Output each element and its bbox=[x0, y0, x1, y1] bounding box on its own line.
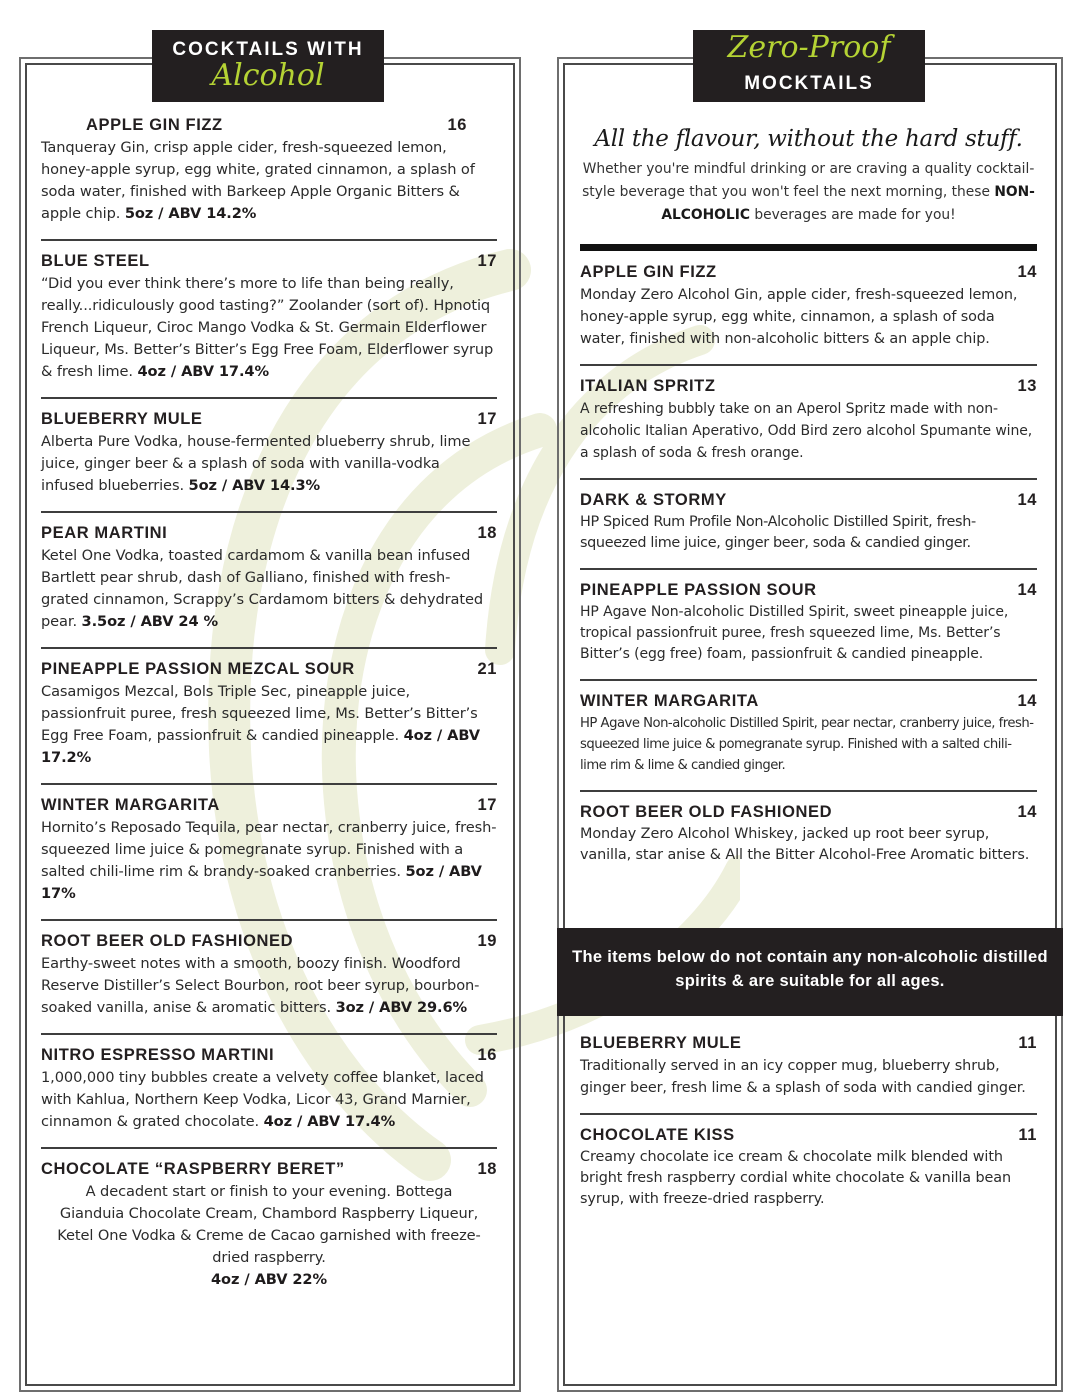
intro-text: Whether you're mindful drinking or are craving a quality cocktail-style beverage that you won't feel the next morning, these bbox=[582, 161, 1035, 200]
menu-item bbox=[41, 932, 497, 1019]
menu-item bbox=[41, 252, 497, 383]
item-spec: 5oz / ABV 17% bbox=[41, 863, 482, 902]
menu-item bbox=[41, 660, 497, 769]
item-name: PINEAPPLE PASSION MEZCAL SOUR bbox=[41, 660, 355, 678]
item-price: 17 bbox=[477, 252, 497, 270]
item-price: 19 bbox=[477, 932, 497, 950]
item-description: Creamy chocolate ice cream & chocolate milk blended with bright fresh raspberry cordial white chocolate & vanilla bean syrup, with freeze-dried raspberry. bbox=[580, 1149, 1012, 1207]
item-name: ITALIAN SPRITZ bbox=[580, 377, 716, 395]
divider bbox=[41, 919, 497, 921]
item-name: BLUE STEEL bbox=[41, 252, 150, 270]
menu-item bbox=[580, 803, 1037, 866]
item-price: 14 bbox=[1017, 692, 1037, 710]
item-description: HP Spiced Rum Profile Non-Alcoholic Distilled Spirit, fresh-squeezed lime juice, ginger beer, soda & candied ginger. bbox=[580, 514, 976, 551]
divider bbox=[580, 679, 1037, 681]
item-price: 16 bbox=[447, 116, 467, 134]
divider bbox=[580, 568, 1037, 570]
item-price: 14 bbox=[1017, 263, 1037, 281]
item-description: Casamigos Mezcal, Bols Triple Sec, pineapple juice, passionfruit puree, fresh squeezed lime, Ms. Better’s Bitter’s Egg Free Foam, passionfruit & candied pineapple. bbox=[41, 683, 478, 744]
item-price: 14 bbox=[1017, 803, 1037, 821]
divider bbox=[41, 647, 497, 649]
menu-item bbox=[580, 1126, 1037, 1210]
item-price: 16 bbox=[477, 1046, 497, 1064]
cocktails-with-alcohol-header bbox=[152, 30, 384, 102]
menu-item bbox=[580, 377, 1037, 464]
item-name: NITRO ESPRESSO MARTINI bbox=[41, 1046, 275, 1064]
item-spec: 4oz / ABV 22% bbox=[211, 1271, 327, 1288]
divider bbox=[580, 1113, 1037, 1115]
menu-item bbox=[580, 1034, 1037, 1099]
item-name: CHOCOLATE “RASPBERRY BERET” bbox=[41, 1160, 345, 1178]
menu-item bbox=[41, 1160, 497, 1291]
menu-item bbox=[580, 581, 1037, 665]
item-spec: 5oz / ABV 14.3% bbox=[188, 477, 321, 494]
divider bbox=[41, 1147, 497, 1149]
item-description: A decadent start or finish to your evening. Bottega Gianduia Chocolate Cream, Chambord Raspberry Liqueur, Ketel One Vodka & Creme de Cacao garnished with freeze-dried raspberry. bbox=[57, 1183, 481, 1266]
item-name: CHOCOLATE KISS bbox=[580, 1126, 735, 1144]
zero-proof-mocktails-header bbox=[693, 30, 925, 102]
item-name: BLUEBERRY MULE bbox=[580, 1034, 742, 1052]
divider bbox=[41, 511, 497, 513]
item-name: DARK & STORMY bbox=[580, 491, 727, 509]
item-name: BLUEBERRY MULE bbox=[41, 410, 203, 428]
item-description: HP Agave Non-alcoholic Distilled Spirit, sweet pineapple juice, tropical passionfruit puree, fresh squeezed lime, Ms. Better’s Bitter’s (egg free) foam, passionfruit & candied pineapple. bbox=[580, 604, 1009, 662]
item-description: HP Agave Non-alcoholic Distilled Spirit, pear nectar, cranberry juice, fresh-squeezed lime juice & pomegranate syrup. Finished with a salted chili-lime rim & lime & candied ginger. bbox=[580, 716, 1034, 773]
item-name: ROOT BEER OLD FASHIONED bbox=[41, 932, 294, 950]
item-price: 17 bbox=[477, 410, 497, 428]
item-description: 1,000,000 tiny bubbles create a velvety coffee blanket, laced with Kahlua, Northern Keep Vodka, Licor 43, Grand Marnier, cinnamon & grated chocolate. bbox=[41, 1069, 484, 1130]
divider bbox=[41, 397, 497, 399]
item-price: 18 bbox=[477, 1160, 497, 1178]
header-caps-text: MOCKTAILS bbox=[744, 73, 874, 94]
menu-item bbox=[41, 1046, 497, 1133]
intro-text: beverages are made for you! bbox=[749, 207, 956, 223]
header-caps-text: COCKTAILS WITH bbox=[172, 39, 364, 60]
item-description: Ketel One Vodka, toasted cardamom & vanilla bean infused Bartlett pear shrub, dash of Galliano, finished with fresh-grated cinnamon, Scrappy’s Cardamom bitters & dehydrated pear. bbox=[41, 547, 484, 630]
header-script-text: Alcohol bbox=[211, 58, 325, 93]
item-price: 17 bbox=[477, 796, 497, 814]
menu-item bbox=[41, 524, 497, 633]
intro-paragraph bbox=[580, 158, 1037, 227]
item-name: WINTER MARGARITA bbox=[580, 692, 759, 710]
item-price: 18 bbox=[477, 524, 497, 542]
header-script-text: Zero-Proof bbox=[727, 30, 891, 65]
item-description: Earthy-sweet notes with a smooth, boozy finish. Woodford Reserve Distiller’s Select Bourbon, root beer syrup, bourbon-soaked vanilla, anise & aromatic bitters. bbox=[41, 955, 480, 1016]
item-price: 11 bbox=[1018, 1034, 1037, 1052]
divider bbox=[580, 790, 1037, 792]
divider bbox=[41, 783, 497, 785]
item-name: APPLE GIN FIZZ bbox=[86, 116, 223, 134]
divider bbox=[41, 1033, 497, 1035]
all-ages-notice-banner: The items below do not contain any non-alcoholic distilled spirits & are suitable for all ages. bbox=[557, 928, 1063, 1016]
item-name: PEAR MARTINI bbox=[41, 524, 168, 542]
item-price: 14 bbox=[1017, 491, 1037, 509]
item-description: Hornito’s Reposado Tequila, pear nectar, cranberry juice, fresh-squeezed lime juice & pomegranate syrup. Finished with a salted chili-lime rim & brandy-soaked cranberries. bbox=[41, 819, 497, 880]
item-spec: 4oz / ABV 17.4% bbox=[263, 1113, 396, 1130]
item-name: WINTER MARGARITA bbox=[41, 796, 220, 814]
item-description: Tanqueray Gin, crisp apple cider, fresh-squeezed lemon, honey-apple syrup, egg white, grated cinnamon, a splash of soda water, finished with Barkeep Apple Organic Bitters & apple chip. bbox=[41, 139, 475, 222]
item-spec: 4oz / ABV 17.2% bbox=[41, 727, 480, 766]
item-spec: 4oz / ABV 17.4% bbox=[137, 363, 269, 380]
divider bbox=[580, 478, 1037, 480]
item-name: APPLE GIN FIZZ bbox=[580, 263, 717, 281]
item-description: Alberta Pure Vodka, house-fermented blueberry shrub, lime juice, ginger beer & a splash of soda with vanilla-vodka infused blueberries. bbox=[41, 433, 471, 494]
menu-item bbox=[580, 692, 1037, 776]
menu-item bbox=[580, 491, 1037, 554]
menu-item bbox=[580, 263, 1037, 350]
item-description: A refreshing bubbly take on an Aperol Spritz made with non-alcoholic Italian Aperativo, Odd Bird zero alcohol Spumante wine, a splash of soda & fresh orange. bbox=[580, 401, 1033, 461]
divider bbox=[41, 239, 497, 241]
menu-item bbox=[41, 796, 497, 905]
item-name: PINEAPPLE PASSION SOUR bbox=[580, 581, 817, 599]
item-description: Traditionally served in an icy copper mug, blueberry shrub, ginger beer, fresh lime & a splash of soda with candied ginger. bbox=[580, 1058, 1026, 1096]
item-name: ROOT BEER OLD FASHIONED bbox=[580, 803, 833, 821]
mocktail-list bbox=[580, 116, 1037, 866]
intro-emphasis: NON-ALCOHOLIC bbox=[661, 184, 1035, 223]
item-description: “Did you ever think there’s more to life than being really, really...ridiculously good tasting?” Zoolander (sort of). Hpnotiq French Liqueur, Ciroc Mango Vodka & St. Germain Elderflower Liqueur, Ms. Better’s Bitter’s Egg Free Foam, Elderflower syrup & fresh lime. bbox=[41, 275, 494, 380]
item-price: 21 bbox=[477, 660, 497, 678]
item-description: Monday Zero Alcohol Gin, apple cider, fresh-squeezed lemon, honey-apple syrup, egg white, cinnamon, a splash of soda water, finished with non-alcoholic bitters & an apple chip. bbox=[580, 287, 1018, 347]
item-spec: 5oz / ABV 14.2% bbox=[124, 205, 257, 222]
item-price: 11 bbox=[1018, 1126, 1037, 1144]
divider bbox=[580, 364, 1037, 366]
item-description: Monday Zero Alcohol Whiskey, jacked up root beer syrup, vanilla, star anise & All the Bitter Alcohol-Free Aromatic bitters. bbox=[580, 826, 1030, 863]
item-price: 13 bbox=[1017, 377, 1037, 395]
menu-item bbox=[41, 116, 497, 225]
item-spec: 3.5oz / ABV 24 % bbox=[81, 613, 219, 630]
menu-item bbox=[41, 410, 497, 497]
all-ages-mocktail-list bbox=[580, 1034, 1037, 1210]
item-spec: 3oz / ABV 29.6% bbox=[335, 999, 468, 1016]
section-rule bbox=[580, 244, 1037, 251]
alcohol-cocktail-list bbox=[41, 116, 497, 1291]
tagline: All the flavour, without the hard stuff. bbox=[594, 126, 1023, 152]
item-price: 14 bbox=[1017, 581, 1037, 599]
